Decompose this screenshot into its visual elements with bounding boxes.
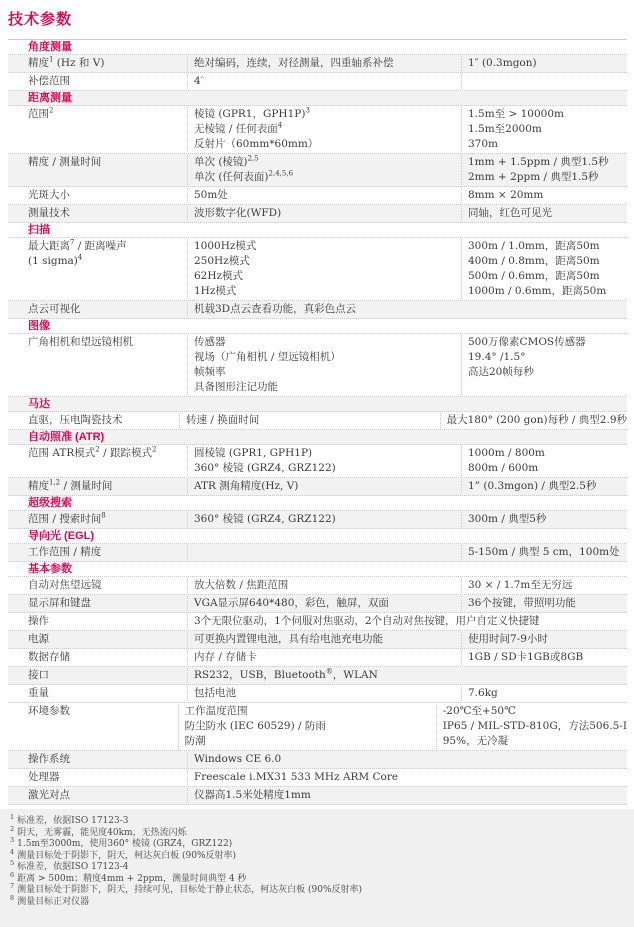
spec-line: 范围$^2$ [28, 106, 54, 120]
spec-line: 帧频率 [194, 366, 226, 378]
spec-line: 重量 [28, 687, 49, 699]
spec-row [8, 595, 627, 613]
spec-line: 激光对点 [28, 789, 70, 801]
spec-row [8, 334, 627, 397]
section-header-label [8, 92, 627, 104]
footnote-text: 阴天，无雾霾，能见度40km，无热流闪烁 [17, 827, 187, 838]
spec-line: 范围 ATR模式$^2$ / 跟踪模式$^2$ [28, 445, 157, 459]
section-header-text: 导向光 (EGL) [28, 530, 94, 542]
spec-row [8, 412, 627, 430]
spec-row [8, 577, 627, 595]
section-header-label [8, 320, 627, 332]
spec-line: 4′ [194, 75, 204, 87]
spec-row [8, 613, 627, 631]
spec-line: 操作系统 [28, 753, 70, 765]
spec-desc-cell [187, 155, 461, 185]
footnote-line [10, 859, 624, 874]
footnote-line [10, 882, 624, 897]
spec-line: 防潮 [184, 735, 206, 747]
spec-line: 1″ (0.3mgon) [468, 57, 537, 69]
spec-line: 36个按键，带照明功能 [468, 597, 576, 609]
spec-label-cell [8, 686, 187, 701]
spec-line: 视场（广角相机 / 望远镜相机） [194, 351, 341, 363]
spec-desc-cell [187, 614, 627, 629]
spec-label-cell [8, 632, 187, 647]
spec-line: 补偿范围 [28, 75, 70, 87]
spec-value-cell [461, 188, 627, 203]
spec-value-cell [461, 578, 627, 593]
spec-desc-cell [187, 56, 461, 71]
section-header-label [8, 563, 627, 575]
footnote-line [10, 813, 624, 828]
section-header-text: 基本参数 [28, 563, 72, 575]
spec-line: 300m / 1.0mm，距离50m [468, 240, 600, 252]
spec-line: 可更换内置锂电池，具有给电池充电功能 [194, 633, 383, 645]
spec-line: 点云可视化 [28, 303, 81, 315]
section-header-text: 角度测量 [28, 41, 72, 53]
footnote-number: 1 [10, 813, 15, 821]
spec-line: 精度 / 测量时间 [28, 156, 102, 168]
spec-row [8, 205, 627, 223]
spec-row [8, 55, 627, 73]
footnote-text: 1.5m至3000m，使用360° 棱镜 (GRZ4，GRZ122) [17, 839, 233, 849]
spec-label-cell [8, 545, 187, 560]
spec-desc-cell [187, 650, 461, 665]
spec-row [8, 154, 627, 187]
footnote-text: 测量目标处于阴影下，阴天，柯达灰白板 (90%反射率) [17, 850, 237, 861]
spec-row [8, 751, 627, 769]
footnote-line [10, 847, 624, 863]
spec-line: 反射片（60mm*60mm） [194, 138, 319, 150]
spec-line: 数据存储 [28, 651, 70, 663]
section-header-row [8, 319, 627, 334]
spec-value-cell [461, 206, 627, 221]
section-header-text: 图像 [28, 320, 50, 332]
spec-line: 30 × / 1.7m至无穷远 [468, 579, 573, 591]
spec-line: 波形数字化(WFD) [194, 207, 282, 219]
spec-label-cell [8, 596, 187, 611]
spec-value-cell [461, 335, 627, 395]
spec-desc-cell [187, 239, 461, 299]
spec-line: 转速 / 换面时间 [186, 414, 260, 426]
section-header-row [8, 40, 627, 55]
section-header-label [8, 530, 627, 542]
spec-line: 操作 [28, 615, 49, 627]
spec-line: 250Hz模式 [194, 255, 250, 267]
spec-value-cell [461, 74, 627, 89]
spec-desc-cell [187, 206, 461, 221]
spec-label-cell [8, 788, 187, 803]
spec-line: 机载3D点云查看功能，真彩色点云 [194, 303, 357, 315]
spec-line: 工作温度范围 [184, 705, 248, 717]
spec-line: 50m处 [194, 189, 228, 201]
spec-value-cell [461, 239, 627, 299]
footnote-line [10, 824, 624, 840]
footnote-line [10, 870, 624, 886]
spec-line: 3个无限位驱动，1个伺服对焦驱动，2个自动对焦按键，用户自定义快捷键 [194, 615, 540, 627]
spec-desc-cell [187, 545, 461, 560]
spec-label-cell [8, 446, 187, 476]
spec-line: 7.6kg [468, 687, 498, 699]
spec-line: 800m / 600m [468, 462, 539, 474]
spec-line: 棱镜 (GPR1，GPH1P)$^3$ [194, 106, 310, 120]
spec-value-cell [461, 686, 627, 701]
spec-label-cell [8, 578, 187, 593]
spec-label-cell [8, 752, 187, 767]
spec-line: 单次 (棱镜)$^{2,5}$ [194, 154, 259, 168]
spec-label-cell [8, 302, 187, 317]
spec-line: 包括电池 [194, 687, 236, 699]
spec-row [8, 511, 627, 529]
spec-label-cell [8, 512, 187, 527]
spec-line: 传感器 [194, 336, 226, 348]
footnote-text: 测量目标正对仪器 [17, 896, 90, 907]
footnote-text: 距离 > 500m；精度4mm + 2ppm，测量时间典型 4 秒 [17, 873, 247, 884]
section-header-text: 距离测量 [28, 92, 72, 104]
spec-value-cell [461, 479, 627, 494]
spec-line: 显示屏和键盘 [28, 597, 91, 609]
spec-label-cell [8, 413, 179, 428]
spec-value-cell [461, 512, 627, 527]
spec-desc-cell [187, 668, 627, 683]
spec-line: 接口 [28, 669, 49, 681]
page-title: 技术参数 [8, 11, 73, 28]
spec-row [8, 631, 627, 649]
spec-value-cell [461, 107, 627, 152]
spec-row [8, 73, 627, 91]
spec-line: 360° 棱镜 (GRZ4, GRZ122) [194, 513, 336, 525]
spec-line: 1000m / 0.6mm，距离50m [468, 285, 607, 297]
spec-line: 1GB / SD卡1GB或8GB [468, 651, 584, 663]
spec-row [8, 703, 627, 751]
spec-line: 内存 / 存储卡 [194, 651, 257, 663]
spec-desc-cell [187, 578, 461, 593]
spec-line: 范围 / 搜索时间$^8$ [28, 511, 106, 525]
spec-line: 绝对编码，连续，对径测量，四重轴系补偿 [194, 57, 394, 69]
spec-label-cell [8, 56, 187, 71]
spec-line: 2mm + 2ppm / 典型1.5秒 [468, 171, 599, 183]
section-header-text: 马达 [28, 398, 50, 410]
spec-desc-cell [187, 686, 461, 701]
footnote-number: 5 [10, 859, 15, 867]
spec-line: 300m / 典型5秒 [468, 513, 547, 525]
spec-line: 最大距离$^7$ / 距离噪声 [28, 238, 127, 252]
spec-value-cell [436, 704, 627, 749]
section-header-row [8, 562, 627, 577]
footnotes [0, 809, 634, 927]
spec-row [8, 478, 627, 496]
section-header-text: 自动照准 (ATR) [28, 431, 105, 443]
spec-label-cell [8, 704, 178, 749]
spec-line: 使用时间7-9小时 [468, 633, 548, 645]
footnote-line [10, 893, 624, 909]
spec-line: 62Hz模式 [194, 270, 244, 282]
spec-desc-cell [187, 770, 627, 785]
spec-label-cell [8, 239, 187, 299]
section-header-label [8, 497, 627, 509]
spec-line: 1.5m至 > 10000m [468, 108, 564, 120]
footnote-text: 测量目标处于阴影下，阴天，持续可见，目标处于静止状态，柯达灰白板 (90%反射率) [17, 885, 363, 895]
spec-desc-cell [187, 632, 461, 647]
spec-line: 8mm × 20mm [468, 189, 544, 201]
spec-line: 95%，无冷凝 [442, 735, 509, 747]
spec-desc-cell [187, 788, 627, 803]
spec-line: Windows CE 6.0 [194, 753, 282, 765]
section-header-text: 扫描 [28, 224, 50, 236]
footnote-number: 8 [10, 893, 15, 902]
spec-line: 圆棱镜 (GPR1, GPH1P) [194, 447, 313, 459]
spec-label-cell [8, 74, 187, 89]
spec-line: 同轴，红色可见光 [468, 207, 552, 219]
spec-line: 单次 (任何表面)$^{2,4,5,6}$ [194, 169, 294, 183]
section-header-row [8, 430, 627, 445]
spec-line: 环境参数 [28, 705, 70, 717]
spec-value-cell [440, 413, 627, 428]
spec-line: 1mm + 1.5ppm / 典型1.5秒 [468, 156, 609, 168]
spec-row [8, 787, 627, 805]
spec-line: 19.4° /1.5° [468, 351, 526, 363]
spec-desc-cell [187, 479, 461, 494]
spec-value-cell [461, 56, 627, 71]
section-header-row [8, 496, 627, 511]
spec-line: 无棱镜 / 任何表面$^4$ [194, 121, 283, 135]
spec-label-cell [8, 479, 187, 494]
spec-line: 1.5m至2000m [468, 123, 542, 135]
footnote-number: 4 [10, 847, 15, 856]
spec-label-cell [8, 335, 187, 395]
spec-table [8, 39, 627, 805]
spec-line: (1 sigma)$^4$ [28, 253, 83, 267]
spec-line: 1000m / 800m [468, 447, 545, 459]
section-header-label [8, 41, 627, 53]
spec-row [8, 544, 627, 562]
spec-label-cell [8, 206, 187, 221]
spec-value-cell [461, 632, 627, 647]
spec-line: 放大倍数 / 焦距范围 [194, 579, 289, 591]
spec-row [8, 301, 627, 319]
spec-line: 测量技术 [28, 207, 70, 219]
footnote-number: 6 [10, 870, 15, 879]
spec-line: Freescale i.MX31 533 MHz ARM Core [194, 771, 399, 783]
spec-line: 500万像素CMOS传感器 [468, 336, 586, 348]
section-header-row [8, 91, 627, 106]
spec-desc-cell [187, 74, 461, 89]
section-header-row [8, 397, 627, 412]
spec-label-cell [8, 188, 187, 203]
spec-line: 400m / 0.8mm，距离50m [468, 255, 600, 267]
spec-desc-cell [187, 596, 461, 611]
spec-line: -20℃至+50℃ [442, 705, 516, 717]
section-header-label [8, 398, 627, 410]
section-header-label [8, 431, 627, 443]
spec-line: 具备图形注记功能 [194, 381, 278, 393]
spec-desc-cell [179, 413, 440, 428]
spec-label-cell [8, 770, 187, 785]
spec-label-cell [8, 614, 187, 629]
spec-row [8, 106, 627, 154]
spec-line: 最大180° (200 gon)每秒 / 典型2.9秒 [446, 414, 627, 426]
section-header-row [8, 529, 627, 544]
section-header-label [8, 224, 627, 236]
spec-row [8, 769, 627, 787]
spec-value-cell [461, 155, 627, 185]
footnote-text: 标准差，依据ISO 17123-4 [17, 862, 129, 872]
spec-value-cell [461, 446, 627, 476]
spec-line: 工作范围 / 精度 [28, 546, 102, 558]
footnote-text: 标准差，依据ISO 17123-3 [17, 816, 129, 826]
spec-label-cell [8, 650, 187, 665]
spec-row [8, 238, 627, 301]
spec-row [8, 187, 627, 205]
spec-line: 1” (0.3mgon) / 典型2.5秒 [468, 480, 597, 492]
spec-row [8, 649, 627, 667]
spec-line: 1000Hz模式 [194, 240, 257, 252]
spec-line: 处理器 [28, 771, 60, 783]
spec-line: 精度$^{1,2}$ / 测量时间 [28, 478, 113, 492]
spec-value-cell [461, 596, 627, 611]
spec-line: 500m / 0.6mm，距离50m [468, 270, 600, 282]
footnote-line [10, 836, 624, 851]
spec-line: 广角相机和望远镜相机 [28, 336, 133, 348]
spec-line: 仪器高1.5米处精度1mm [194, 789, 311, 801]
spec-desc-cell [187, 107, 461, 152]
spec-line: IP65 / MIL-STD-810G，方法506.5-I [442, 720, 627, 732]
spec-label-cell [8, 155, 187, 185]
spec-value-cell [461, 650, 627, 665]
spec-line: 防尘防水 (IEC 60529) / 防雨 [184, 720, 326, 732]
spec-value-cell [461, 545, 627, 560]
spec-desc-cell [187, 302, 627, 317]
spec-line: VGA显示屏640*480，彩色，触屏，双面 [194, 597, 389, 609]
spec-line: 1Hz模式 [194, 285, 237, 297]
footnote-number: 2 [10, 824, 15, 833]
spec-line: RS232，USB，Bluetooth®，WLAN [194, 667, 378, 681]
spec-line: ATR 测角精度(Hz, V) [194, 480, 299, 492]
spec-line: 5-150m / 典型 5 cm，100m处 [468, 546, 620, 558]
spec-label-cell [8, 107, 187, 152]
spec-desc-cell [178, 704, 436, 749]
spec-desc-cell [187, 752, 627, 767]
spec-desc-cell [187, 188, 461, 203]
spec-line: 直驱，压电陶瓷技术 [28, 414, 123, 426]
spec-row [8, 685, 627, 703]
spec-line: 精度$^1$ (Hz 和 V) [28, 55, 105, 69]
spec-row [8, 445, 627, 478]
spec-desc-cell [187, 446, 461, 476]
spec-line: 370m [468, 138, 498, 150]
spec-line: 自动对焦望远镜 [28, 579, 102, 591]
footnote-number: 3 [10, 836, 15, 844]
spec-desc-cell [187, 512, 461, 527]
spec-line: 360° 棱镜 (GRZ4, GRZ122) [194, 462, 336, 474]
spec-label-cell [8, 668, 187, 683]
spec-line: 光斑大小 [28, 189, 70, 201]
spec-row [8, 667, 627, 685]
spec-desc-cell [187, 335, 461, 395]
spec-line: 高达20帧每秒 [468, 366, 534, 378]
spec-line: 电源 [28, 633, 49, 645]
section-header-text: 超级搜索 [28, 497, 72, 509]
footnote-number: 7 [10, 882, 15, 890]
section-header-row [8, 223, 627, 238]
